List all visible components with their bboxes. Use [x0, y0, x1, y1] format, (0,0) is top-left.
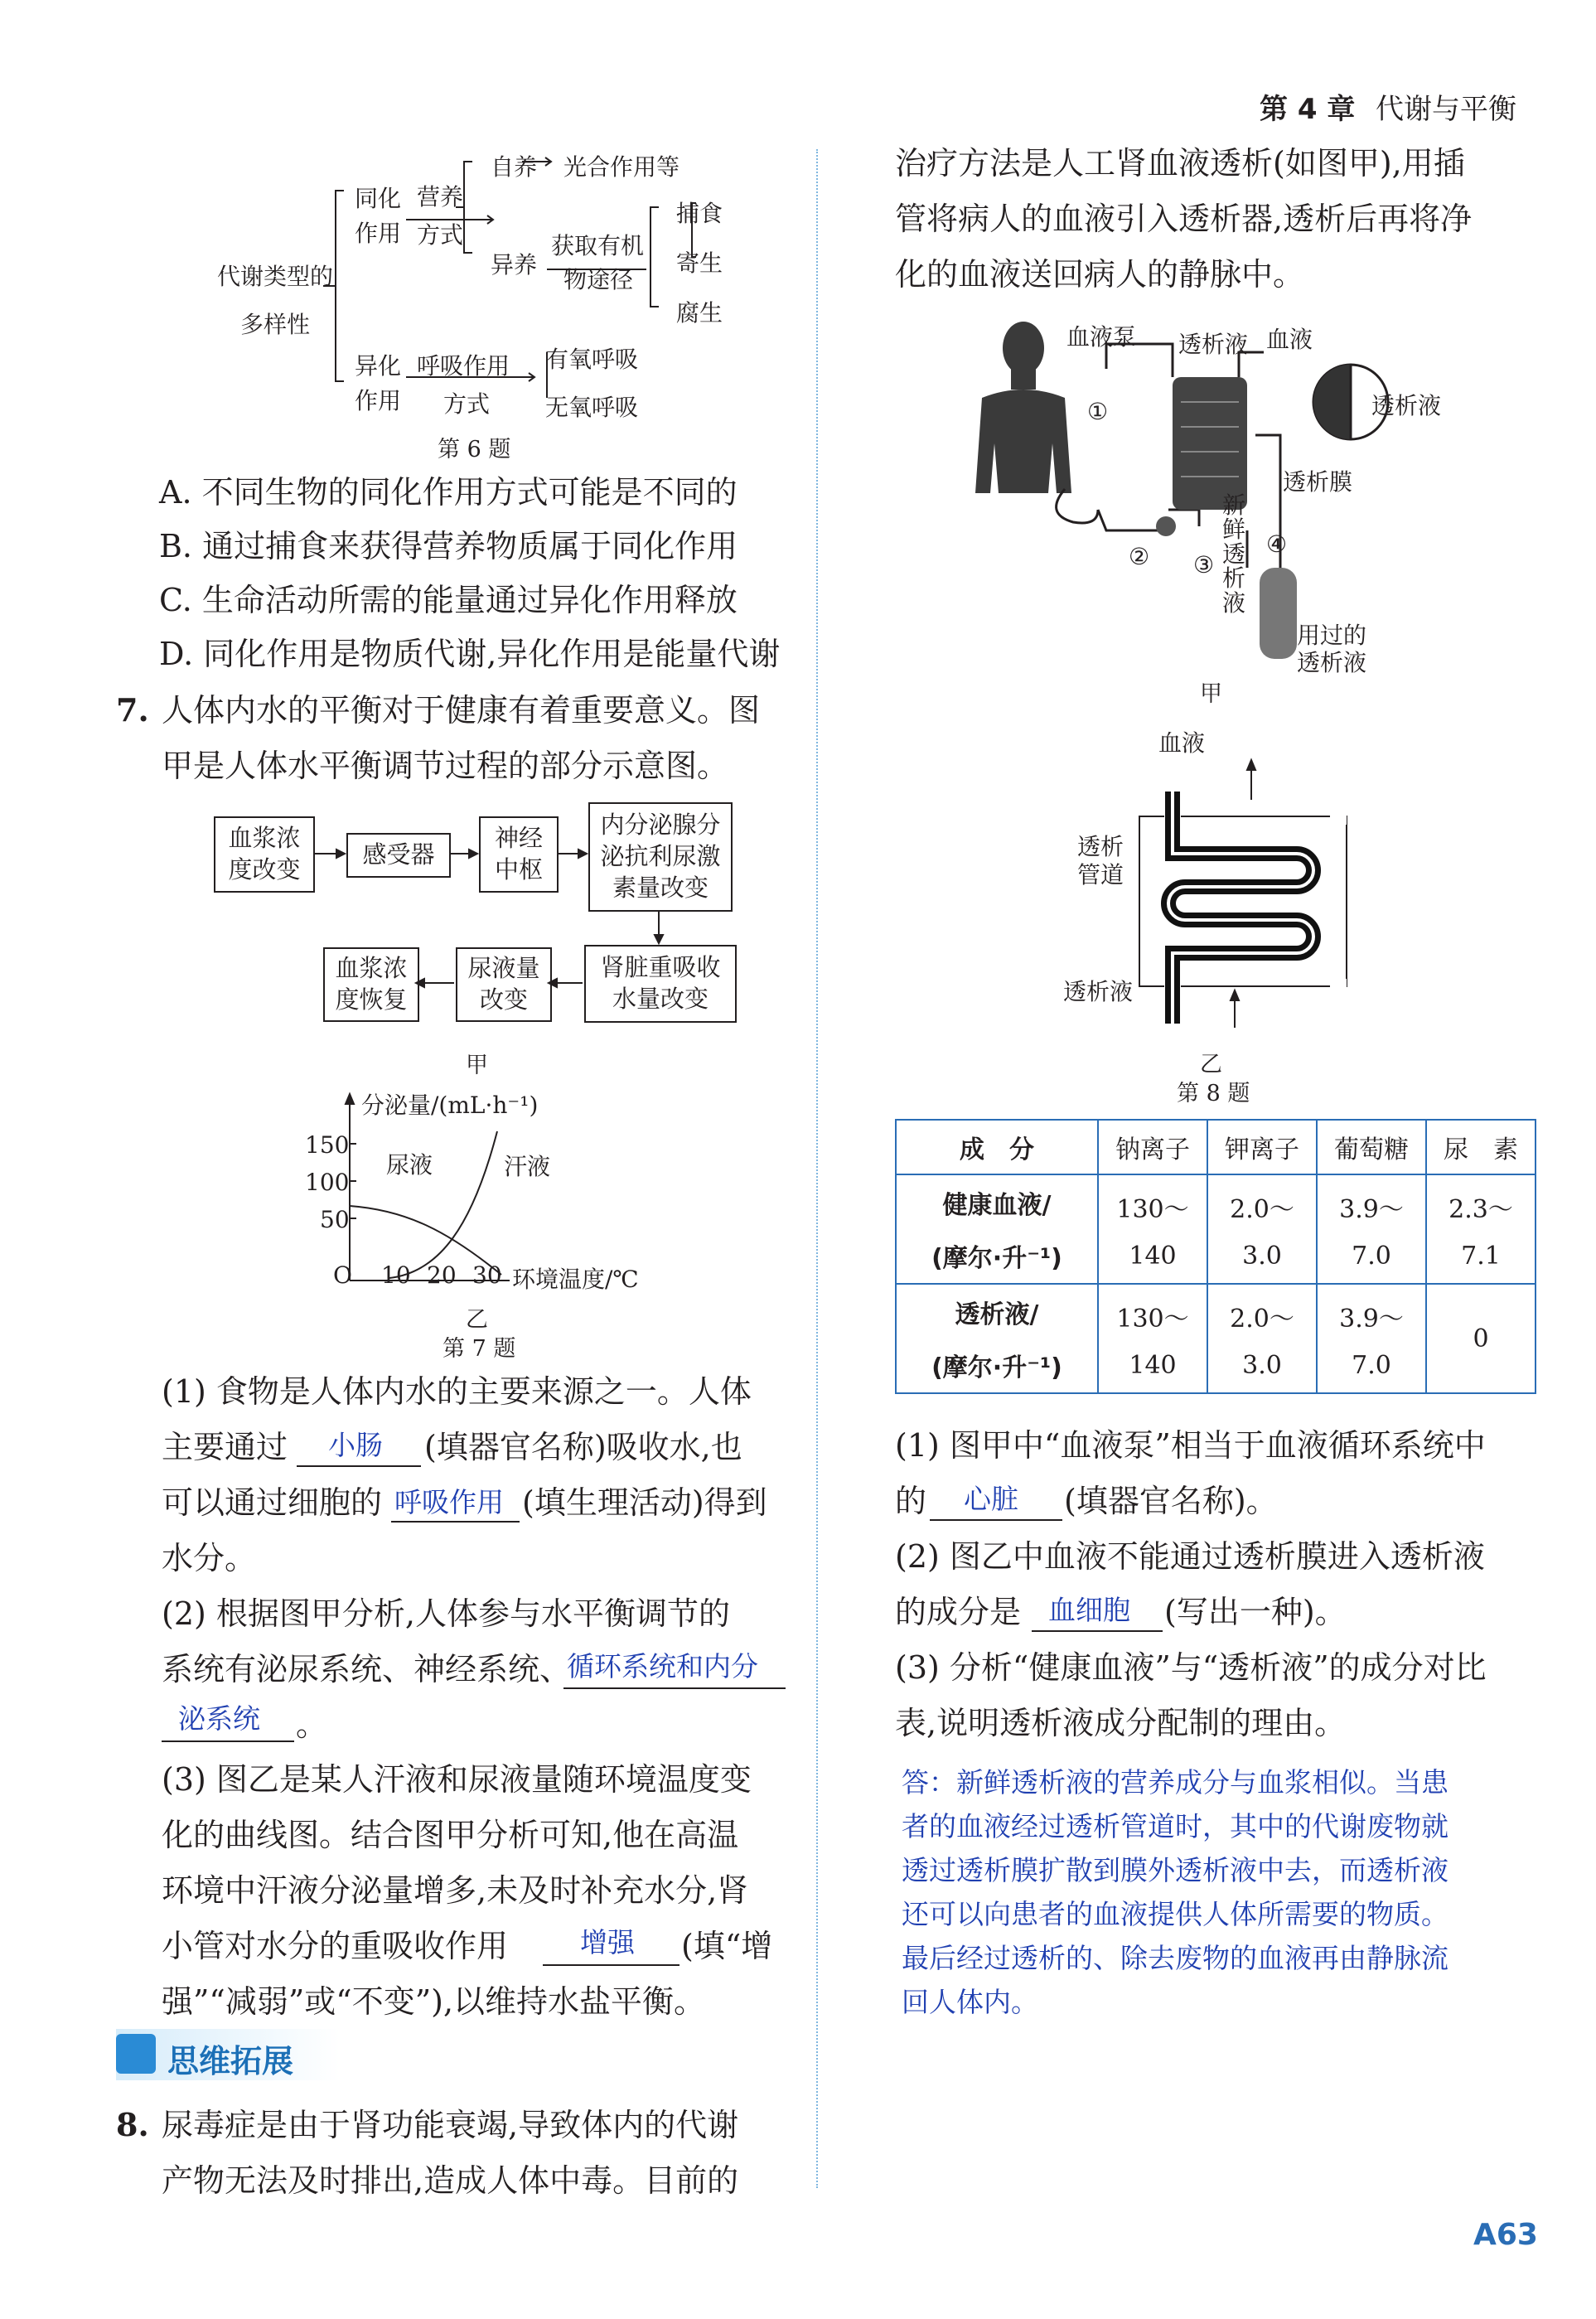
table-cell: 2.0～ 3.0 [1207, 1174, 1317, 1284]
figA-num-1: ① [1087, 398, 1109, 425]
q7-answer-4: 增强 [580, 1926, 635, 1958]
tree-saprophytism: 腐生 [676, 299, 723, 327]
tree-obtain-1: 获取有机 [551, 232, 645, 259]
figB-label-yi: 乙 [1200, 1052, 1222, 1077]
table-row [896, 1284, 1536, 1393]
q8-line3: 治疗方法是人工肾血液透析(如图甲),用插 [895, 145, 1465, 182]
tree-obtain-2: 物途径 [563, 266, 634, 293]
graph-legend-urine: 尿液 [386, 1151, 433, 1179]
q8-line4: 管将病人的血液引入透析器,透析后再将净 [895, 201, 1473, 237]
q7-blank-2 [391, 1521, 520, 1523]
table-cell: 2.3～ 7.1 [1426, 1174, 1536, 1284]
q7-p1-line1: (1) 食物是人体内水的主要来源之一。人体 [162, 1373, 752, 1410]
composition-table [895, 1119, 1536, 1394]
figA-dialysate-label: 透析液 [1178, 331, 1249, 358]
tree-root-1: 代谢类型的 [217, 263, 334, 290]
tree-autotroph: 自养 [491, 153, 538, 181]
q7-answer-1: 小肠 [328, 1429, 383, 1461]
q7-p2-line1: (2) 根据图甲分析,人体参与水平衡调节的 [162, 1595, 730, 1632]
q8-answer-2: 血细胞 [1048, 1594, 1130, 1626]
page-number: A63 [1473, 2218, 1538, 2252]
q7-stem-1: 人体内水的平衡对于健康有着重要意义。图 [162, 692, 761, 729]
table-cell: 3.9～ 7.0 [1317, 1174, 1426, 1284]
q6-option-b: B. 通过捕食来获得营养物质属于同化作用 [159, 528, 738, 564]
section-banner [116, 2029, 340, 2080]
q7-p3-line3: 环境中汗液分泌量增多,未及时补充水分,肾 [162, 1872, 749, 1909]
table-header: 尿 素 [1426, 1120, 1536, 1174]
graph-xtick-10: 10 [381, 1261, 411, 1289]
table-header: 钠离子 [1098, 1120, 1207, 1174]
q8-p3-line1: (3) 分析“健康血液”与“透析液”的成分对比 [895, 1649, 1487, 1686]
q8-blank-2 [1032, 1630, 1163, 1632]
q8-answer-line-6: 回人体内。 [902, 1986, 1038, 2018]
flow-box-plasma-change: 血浆浓 度改变 [214, 816, 315, 893]
q6-option-c: C. 生命活动所需的能量通过异化作用释放 [159, 582, 738, 618]
q8-answer-line-2: 者的血液经过透析管道时，其中的代谢废物就 [902, 1810, 1448, 1842]
graph-ytick-100: 100 [305, 1169, 350, 1196]
graph-ytick-50: 50 [320, 1206, 350, 1233]
q8-line2: 产物无法及时排出,造成人体中毒。目前的 [162, 2162, 739, 2199]
q8-answer-line-1: 答：新鲜透析液的营养成分与血浆相似。当患 [902, 1766, 1448, 1799]
chapter-label: 第 4 章 [1260, 93, 1356, 126]
q8-p3-line2: 表,说明透析液成分配制的理由。 [895, 1705, 1347, 1741]
graph-xtick-30: 30 [472, 1261, 502, 1289]
figA-num-2: ② [1129, 543, 1150, 570]
q7-p3-line1: (3) 图乙是某人汗液和尿液量随环境温度变 [162, 1761, 752, 1798]
figA-label-jia: 甲 [1200, 681, 1222, 707]
q7-p1-line4: 水分。 [162, 1540, 257, 1576]
flow-box-receptor: 感受器 [346, 833, 451, 878]
q7-p3-line4a: 小管对水分的重吸收作用 [162, 1928, 509, 1964]
q8-line1: 尿毒症是由于肾功能衰竭,导致体内的代谢 [162, 2107, 739, 2143]
graph-label-yi: 乙 [466, 1307, 488, 1333]
table-header: 葡萄糖 [1317, 1120, 1426, 1174]
figA-blood-label: 血液 [1266, 326, 1313, 353]
q7-answer-2: 呼吸作用 [394, 1486, 504, 1518]
figA-num-4: ④ [1266, 530, 1288, 558]
graph-xtick-20: 20 [427, 1261, 457, 1289]
table-row-name: 透析液/ (摩尔·升⁻¹) [896, 1284, 1098, 1393]
flow-box-nerve-center: 神经 中枢 [479, 816, 559, 893]
q6-option-a: A. 不同生物的同化作用方式可能是不同的 [159, 474, 738, 511]
q7-p1-line3a: 可以通过细胞的 [162, 1484, 383, 1521]
fig7-caption: 第 7 题 [443, 1336, 516, 1362]
q8-line5: 化的血液送回病人的静脉中。 [895, 256, 1305, 293]
table-header: 成 分 [896, 1120, 1098, 1174]
q7-blank-3a [563, 1687, 786, 1689]
table-cell: 130～ 140 [1098, 1284, 1207, 1393]
column-divider [816, 149, 818, 2188]
tree-assim-2: 作用 [355, 220, 402, 247]
tree-heterotroph: 异养 [491, 251, 538, 278]
table-cell: 0 [1426, 1284, 1536, 1393]
table-row-name: 健康血液/ (摩尔·升⁻¹) [896, 1174, 1098, 1284]
tree-nutrition-2: 方式 [417, 221, 464, 249]
figA-used-label-1: 用过的 [1297, 622, 1367, 649]
thinking-extension-icon [116, 2034, 156, 2074]
q8-number: 8. [116, 2106, 149, 2143]
q7-p2-line2a: 系统有泌尿系统、神经系统、 [162, 1651, 572, 1687]
q7-blank-3b [162, 1740, 294, 1742]
tree-nutrition-1: 营养 [417, 183, 464, 211]
tree-anaerobic: 无氧呼吸 [545, 394, 639, 421]
table-header-row [896, 1120, 1536, 1174]
q7-answer-3a: 循环系统和内分 [567, 1650, 758, 1682]
q8-answer-line-5: 最后经过透析的、除去废物的血液再由静脉流 [902, 1942, 1448, 1974]
q8-p2-line2a: 的成分是 [895, 1594, 1022, 1630]
q8-answer-line-4: 还可以向患者的血液提供人体所需要的物质。 [902, 1898, 1448, 1930]
flow-box-endocrine: 内分泌腺分 泌抗利尿激 素量改变 [588, 802, 733, 912]
table-cell: 2.0～ 3.0 [1207, 1284, 1317, 1393]
q8-p2-line1: (2) 图乙中血液不能通过透析膜进入透析液 [895, 1538, 1485, 1575]
q8-answer-line-3: 透过透析膜扩散到膜外透析液中去，而透析液 [902, 1854, 1448, 1886]
fig6-caption: 第 6 题 [438, 437, 511, 462]
tree-resp-2: 方式 [443, 390, 491, 418]
figA-used-label-2: 透析液 [1297, 649, 1367, 676]
q7-p1-line2a: 主要通过 [162, 1429, 288, 1465]
table-header: 钾离子 [1207, 1120, 1317, 1174]
figA-pump-label: 血液泵 [1066, 323, 1137, 351]
section-title: 思维拓展 [167, 2043, 294, 2079]
tree-predation: 捕食 [676, 200, 723, 227]
tree-assim-1: 同化 [355, 185, 402, 212]
flow-label-jia: 甲 [466, 1053, 488, 1078]
q8-p1-line2b: (填器官名称)。 [1064, 1483, 1278, 1519]
q7-blank-1 [297, 1465, 421, 1467]
q8-p2-line2b: (写出一种)。 [1164, 1594, 1347, 1630]
flow-arrows [207, 796, 746, 1036]
q7-number: 7. [116, 691, 149, 729]
figA-fresh-label: 新鲜透析液 [1222, 491, 1246, 617]
figB-tube-label-2: 管道 [1077, 861, 1124, 888]
graph-origin: O [333, 1261, 352, 1289]
q7-blank-4 [543, 1964, 680, 1966]
q8-p1-line2a: 的 [895, 1483, 927, 1519]
graph-ytick-150: 150 [305, 1131, 350, 1159]
q7-p1-line2b: (填器官名称)吸收水,也 [424, 1429, 742, 1465]
q6-option-d: D. 同化作用是物质代谢,异化作用是能量代谢 [159, 636, 781, 672]
q7-p3-line4b: (填“增 [681, 1928, 773, 1964]
q8-blank-1 [930, 1519, 1062, 1521]
graph-xlabel: 环境温度/℃ [512, 1266, 639, 1293]
q7-p3-line5: 强”“减弱”或“不变”),以维持水盐平衡。 [162, 1983, 706, 2020]
q7-p2-end: 。 [296, 1707, 328, 1743]
flow-box-urine: 尿液量 改变 [456, 947, 552, 1022]
figB-tube-label-1: 透析 [1077, 833, 1124, 860]
q7-p1-line3b: (填生理活动)得到 [522, 1484, 767, 1521]
figA-membrane-label: 透析膜 [1283, 468, 1353, 496]
tree-aerobic: 有氧呼吸 [545, 346, 639, 373]
tree-dissim-2: 作用 [355, 387, 402, 414]
q8-p1-line1: (1) 图甲中“血液泵”相当于血液循环系统中 [895, 1427, 1486, 1464]
figA-num-3: ③ [1193, 551, 1215, 579]
flow-box-kidney: 肾脏重吸收 水量改变 [584, 945, 737, 1023]
flow-box-plasma-restore: 血浆浓 度恢复 [323, 947, 419, 1022]
q7-p3-line2: 化的曲线图。结合图甲分析可知,他在高温 [162, 1817, 739, 1853]
table-cell: 130～ 140 [1098, 1174, 1207, 1284]
tree-parasitism: 寄生 [676, 249, 723, 277]
figB-blood-label: 血液 [1158, 729, 1206, 757]
tree-dissim-1: 异化 [355, 352, 402, 380]
dialysis-tube-figure [1135, 750, 1392, 1032]
tree-resp-1: 呼吸作用 [417, 352, 510, 380]
q8-answer-1: 心脏 [964, 1483, 1018, 1515]
q7-stem-2: 甲是人体水平衡调节过程的部分示意图。 [162, 748, 729, 784]
table-row [896, 1174, 1536, 1284]
tree-root-2: 多样性 [240, 311, 311, 338]
graph-ylabel: 分泌量/(mL·h⁻¹) [361, 1092, 539, 1119]
q7-answer-3b: 泌系统 [178, 1702, 260, 1735]
figA-dialysate-right-label: 透析液 [1371, 392, 1442, 419]
chapter-title: 代谢与平衡 [1376, 93, 1516, 126]
tree-photosynthesis: 光合作用等 [563, 153, 680, 181]
figB-dialysate-label: 透析液 [1063, 978, 1134, 1005]
table-cell: 3.9～ 7.0 [1317, 1284, 1426, 1393]
graph-legend-sweat: 汗液 [504, 1153, 551, 1180]
fig8-caption: 第 8 题 [1177, 1081, 1250, 1106]
